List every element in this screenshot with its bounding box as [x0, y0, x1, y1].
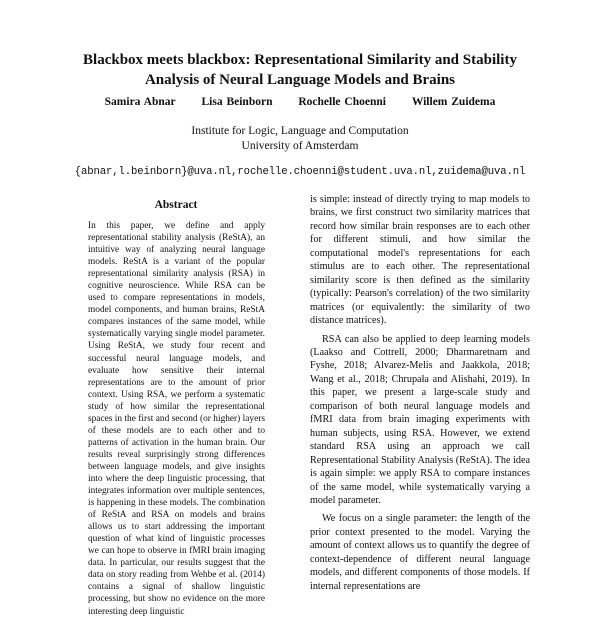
intro-column [310, 193, 530, 598]
paper-title [40, 50, 560, 90]
author-name: Willem Zuidema [411, 96, 496, 108]
affiliation-institute: Institute for Logic, Language and Computation [191, 125, 409, 137]
author-name: Samira Abnar [104, 96, 176, 108]
body-paragraph-2: RSA can also be applied to deep learning models (Laakso and Cottrell, 2000; Dharmaretnam and Fyshe, 2018; Alvarez-Melis and Jaakkola, 2018; Wang et al., 2018; Chrupała and Alishahi, 2019). In this paper, we present a large-scale study and comparison of both neural language models and fMRI data from brain imaging experiments with human subjects, using RSA. However, we extend standard RSA using an approach we call Representational Stability Analysis (ReStA). The idea is again simple: we apply RSA to compare instances of the same model, while systematically varying a model parameter. [310, 333, 530, 506]
abstract-heading: Abstract [154, 199, 198, 211]
abstract-body [88, 220, 265, 618]
author-list [40, 96, 560, 108]
title-line-1: Blackbox meets blackbox: Representational Similarity and Stability [83, 52, 517, 68]
body-paragraph-1: is simple: instead of directly trying to map models to brains, we first construct two similarity matrices that record how similar brain responses are to each other for different stimuli, and how similar the computational model's representations for each stimulus are to each other. The representational similarity score is then defined as the similarity (typically: Pearson's correlation) of the two similarity matrices (or equivalently: the similarity of two distance matrices). [310, 194, 530, 327]
author-name: Rochelle Choenni [298, 96, 386, 108]
body-paragraph-3: We focus on a single parameter: the length of the prior context presented to the model. Varying the amount of context allows us to quantify the degree of context-dependence of different neural language models, and different components of those models. If internal representations are [310, 513, 530, 592]
abstract-text: In this paper, we define and apply representational stability analysis (ReStA), an intuitive way of analyzing neural language models. ReStA is a variant of the popular representational similarity analysis (RSA) in cognitive neuroscience. While RSA can be used to compare representations in models, model components, and human brains, ReStA compares instances of the same model, while systematically varying single model parameter. Using ReStA, we study four recent and successful neural language models, and evaluate how sensitive their internal representations are to the amount of prior context. Using RSA, we perform a systematic study of how similar the representational spaces in the first and second (or higher) layers of these models are to each other and to patterns of activation in the human brain. Our results reveal surprisingly strong differences between language models, and give insights into where the deep linguistic processing, that integrates information over multiple sentences, is happening in these models. The combination of ReStA and RSA on models and brains allows us to start addressing the important question of what kind of linguistic processes we can hope to observe in fMRI brain imaging data. In particular, our results suggest that the data on story reading from Wehbe et al. (2014) contains a signal of shallow linguistic processing, but show no evidence on the more interesting deep linguistic [88, 221, 265, 617]
author-name: Lisa Beinborn [201, 96, 273, 108]
affiliation-university: University of Amsterdam [241, 140, 359, 152]
affiliation [40, 124, 560, 154]
author-emails: {abnar,l.beinborn}@uva.nl,rochelle.choenni@student.uva.nl,zuidema@uva.nl [74, 166, 526, 178]
title-line-2: Analysis of Neural Language Models and Brains [144, 72, 456, 88]
